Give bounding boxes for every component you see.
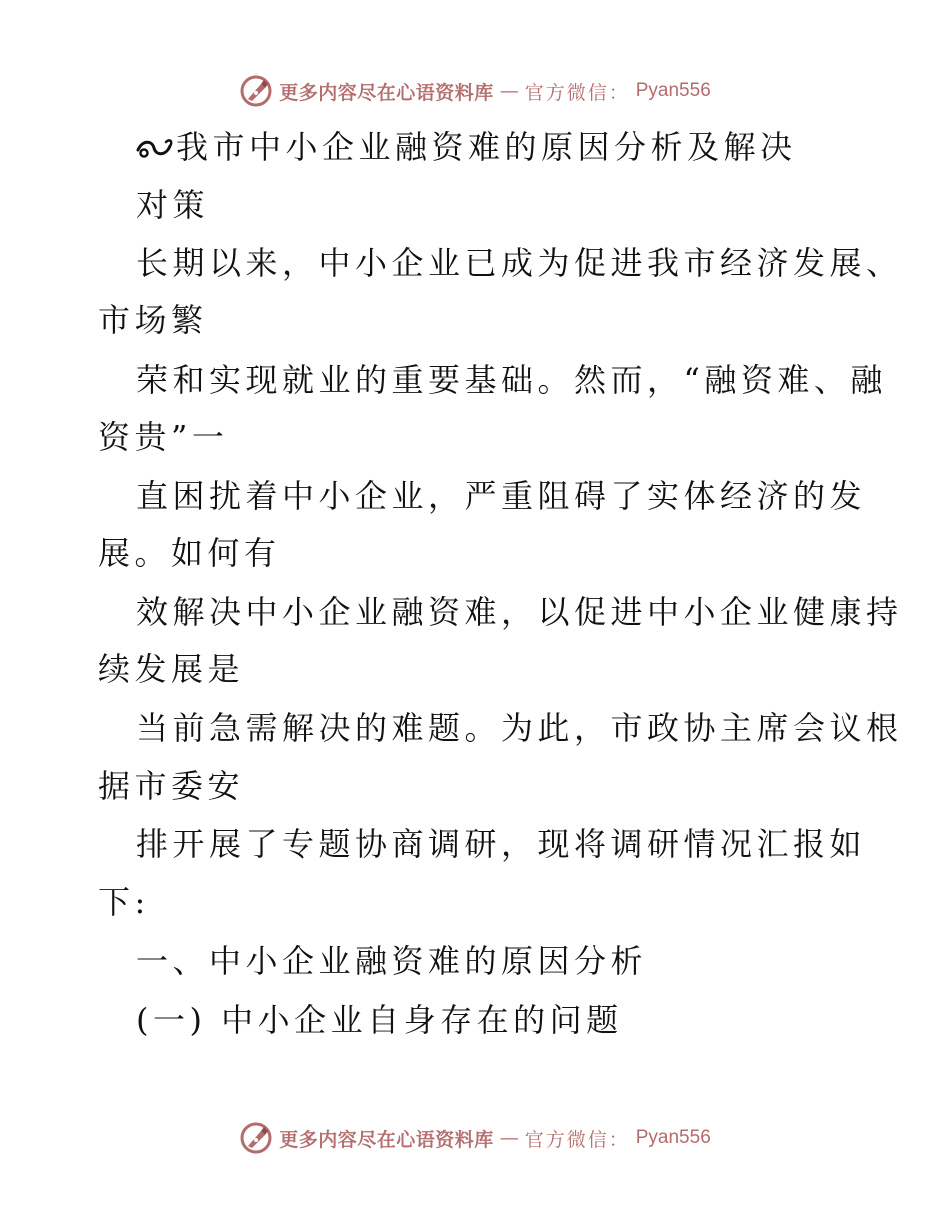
- document-title-line-1: [136, 127, 797, 167]
- paragraph-line: 续发展是: [98, 650, 245, 688]
- paragraph-line: 资贵”一: [98, 418, 229, 456]
- paragraph-line: 下:: [98, 883, 150, 921]
- watermark-dash: —: [499, 80, 519, 102]
- paragraph-line: 长期以来，中小企业已成为促进我市经济发展、: [136, 244, 903, 282]
- watermark-wechat-label: 官方微信：: [524, 1128, 630, 1151]
- watermark-site-text: 更多内容尽在心语资料库: [279, 1128, 494, 1151]
- document-title-line-2: 对策: [136, 186, 210, 224]
- subsection-heading: (一) 中小企业自身存在的问题: [136, 1001, 623, 1039]
- paragraph-line: 当前急需解决的难题。为此，市政协主席会议根: [136, 709, 903, 747]
- paragraph-line: 排开展了专题协商调研，现将调研情况汇报如: [136, 825, 867, 863]
- pen-nib-logo-icon: [239, 74, 273, 108]
- document-title-text: 我市中小企业融资难的原因分析及解决: [176, 128, 797, 166]
- paragraph-line: 效解决中小企业融资难，以促进中小企业健康持: [136, 593, 903, 631]
- watermark-dash: —: [499, 1127, 519, 1149]
- section-heading: 一、中小企业融资难的原因分析: [136, 942, 648, 980]
- pen-nib-logo-icon: [239, 1121, 273, 1155]
- watermark-wechat-id: Pyan556: [635, 1127, 711, 1148]
- watermark-wechat-label: 官方微信：: [524, 81, 630, 104]
- watermark-wechat-id: Pyan556: [635, 80, 711, 101]
- fleuron-icon: [136, 136, 174, 160]
- watermark-site-text: 更多内容尽在心语资料库: [279, 81, 494, 104]
- paragraph-line: 荣和实现就业的重要基础。然而，“融资难、融: [136, 361, 887, 399]
- paragraph-line: 据市委安: [98, 767, 245, 805]
- header-watermark: [0, 71, 950, 111]
- footer-watermark: [0, 1118, 950, 1158]
- paragraph-line: 市场繁: [98, 301, 208, 339]
- paragraph-line: 直困扰着中小企业，严重阻碍了实体经济的发: [136, 477, 867, 515]
- paragraph-line: 展。如何有: [98, 534, 281, 572]
